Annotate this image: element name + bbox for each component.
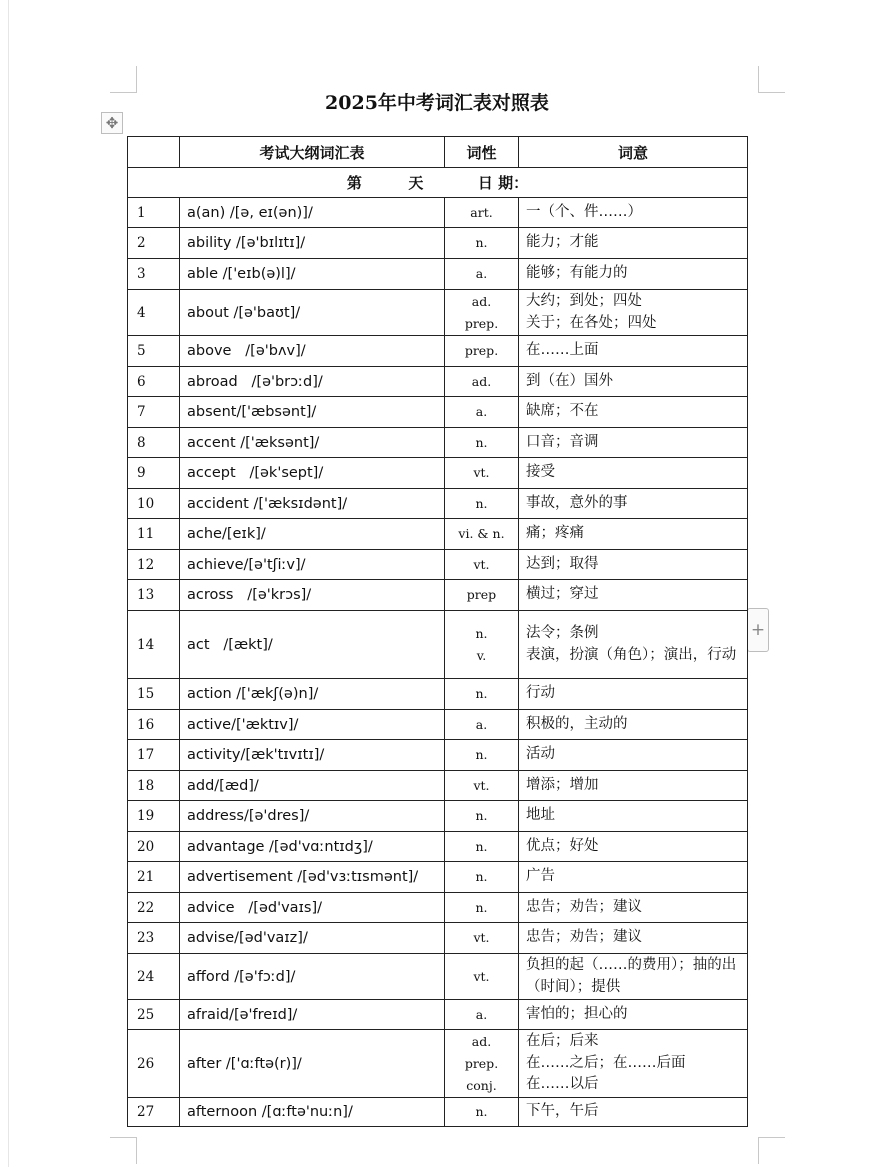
row-meaning (519, 1098, 748, 1127)
pos-line: n. (475, 1104, 488, 1119)
row-word: activity/[æk'tɪvɪtɪ]/ (180, 740, 445, 771)
table-move-handle[interactable] (101, 112, 123, 134)
row-number: 12 (128, 550, 180, 580)
plus-icon: + (750, 620, 766, 640)
row-word: absent/['æbsənt]/ (180, 397, 445, 428)
add-column-handle[interactable] (747, 608, 769, 652)
page-corner-mark-bottom-left (110, 1137, 137, 1164)
row-word: ability /[ə'bɪlɪtɪ]/ (180, 228, 445, 259)
meaning-line: 口音；音调 (526, 433, 599, 450)
pos-line: n. (475, 808, 488, 823)
pos-line: n. (475, 838, 488, 854)
row-number: 2 (128, 228, 180, 259)
row-meaning (519, 336, 748, 367)
row-meaning (519, 710, 748, 740)
meaning-line: 忠告；劝告；建议 (526, 929, 642, 946)
pos-line: prep. (464, 343, 499, 358)
pos-line: vt. (473, 777, 490, 793)
row-part-of-speech (445, 862, 519, 893)
meaning-line: 到（在）国外 (526, 372, 613, 389)
meaning-line: 横过；穿过 (526, 586, 599, 603)
meaning-line: 地址 (526, 807, 555, 824)
pos-line: a. (475, 404, 488, 419)
row-meaning (519, 862, 748, 893)
day-date-row (128, 168, 748, 198)
row-word: active/['æktɪv]/ (180, 710, 445, 740)
pos-line: n. (475, 434, 488, 450)
row-number: 27 (128, 1098, 180, 1127)
row-number: 21 (128, 862, 180, 893)
row-part-of-speech (445, 832, 519, 862)
row-word: address/[ə'dres]/ (180, 801, 445, 832)
row-part-of-speech (445, 458, 519, 489)
row-word: afternoon /[ɑːftə'nuːn]/ (180, 1098, 445, 1127)
row-meaning (519, 679, 748, 710)
meaning-line: 表演，扮演（角色）；演出，行动 (526, 646, 737, 663)
meaning-line: 接受 (526, 464, 555, 481)
meaning-line: 优点；好处 (526, 837, 599, 854)
row-word: action /['ækʃ(ə)n]/ (180, 679, 445, 710)
pos-line: vt. (473, 556, 490, 572)
table-row (128, 428, 748, 458)
row-number: 25 (128, 1000, 180, 1030)
meaning-line: 增添；增加 (526, 776, 599, 793)
row-word: ache/[eɪk]/ (180, 519, 445, 550)
row-number: 20 (128, 832, 180, 862)
row-number: 11 (128, 519, 180, 550)
row-number: 18 (128, 771, 180, 801)
row-meaning (519, 1000, 748, 1030)
row-part-of-speech (445, 611, 519, 679)
page-corner-mark-bottom-right (758, 1137, 785, 1164)
row-meaning (519, 397, 748, 428)
pos-line: a. (475, 1006, 488, 1022)
row-part-of-speech (445, 1000, 519, 1030)
table-row (128, 259, 748, 290)
row-part-of-speech (445, 290, 519, 336)
row-word: add/[æd]/ (180, 771, 445, 801)
row-number: 13 (128, 580, 180, 611)
day-label: 第 (346, 174, 362, 192)
table-row (128, 611, 748, 679)
row-number: 16 (128, 710, 180, 740)
meaning-line: 痛；疼痛 (526, 525, 584, 542)
pos-line: ad. (471, 293, 492, 309)
pos-line: art. (470, 204, 493, 220)
row-part-of-speech (445, 367, 519, 397)
pos-line: v. (476, 647, 487, 663)
table-row (128, 336, 748, 367)
row-word: advantage /[əd'vɑːntɪdʒ]/ (180, 832, 445, 862)
meaning-line: 广告 (526, 868, 555, 885)
row-number: 23 (128, 923, 180, 954)
row-meaning (519, 259, 748, 290)
row-meaning (519, 228, 748, 259)
row-meaning (519, 367, 748, 397)
row-number: 7 (128, 397, 180, 428)
row-word: a(an) /[ə, eɪ(ən)]/ (180, 198, 445, 228)
table-row (128, 580, 748, 611)
row-word: about /[ə'baʊt]/ (180, 290, 445, 336)
row-word: advertisement /[əd'vɜːtɪsmənt]/ (180, 862, 445, 893)
table-row (128, 1098, 748, 1127)
pos-line: n. (475, 235, 488, 250)
day-suffix: 天 (408, 174, 424, 192)
meaning-line: 活动 (526, 746, 555, 763)
header-pos: 词性 (445, 137, 519, 168)
row-meaning (519, 550, 748, 580)
row-word: accept /[ək'sept]/ (180, 458, 445, 489)
row-number: 26 (128, 1030, 180, 1098)
row-word: afraid/[ə'freɪd]/ (180, 1000, 445, 1030)
row-part-of-speech (445, 954, 519, 1000)
row-part-of-speech (445, 550, 519, 580)
meaning-line: 在……以后 (526, 1076, 599, 1093)
meaning-line: 忠告；劝告；建议 (526, 898, 642, 915)
row-number: 8 (128, 428, 180, 458)
table-header-row (128, 137, 748, 168)
row-word: advice /[əd'vaɪs]/ (180, 893, 445, 923)
pos-line: conj. (466, 1077, 497, 1093)
move-arrows-icon: ✥ (105, 114, 119, 132)
row-part-of-speech (445, 893, 519, 923)
vocabulary-table-body (128, 168, 748, 1127)
table-row (128, 923, 748, 954)
row-part-of-speech (445, 1030, 519, 1098)
meaning-line: 积极的，主动的 (526, 715, 628, 732)
row-number: 4 (128, 290, 180, 336)
table-row (128, 832, 748, 862)
row-part-of-speech (445, 198, 519, 228)
table-row (128, 801, 748, 832)
row-number: 1 (128, 198, 180, 228)
row-meaning (519, 290, 748, 336)
meaning-line: 下午，午后 (526, 1103, 599, 1120)
pos-line: prep. (464, 1055, 499, 1071)
meaning-line: 害怕的；担心的 (526, 1005, 628, 1022)
row-word: abroad /[ə'brɔːd]/ (180, 367, 445, 397)
row-meaning (519, 832, 748, 862)
meaning-line: 大约；到处；四处 (526, 293, 642, 309)
pos-line: vt. (473, 968, 490, 984)
row-part-of-speech (445, 710, 519, 740)
table-row (128, 458, 748, 489)
table-row (128, 228, 748, 259)
row-part-of-speech (445, 679, 519, 710)
row-part-of-speech (445, 428, 519, 458)
row-number: 14 (128, 611, 180, 679)
row-word: accident /['æksɪdənt]/ (180, 489, 445, 519)
table-row (128, 550, 748, 580)
date-label: 日 期： (477, 174, 529, 192)
row-meaning (519, 428, 748, 458)
meaning-line: 在后；后来 (526, 1033, 599, 1050)
row-part-of-speech (445, 801, 519, 832)
row-word: act /[ækt]/ (180, 611, 445, 679)
row-part-of-speech (445, 259, 519, 290)
row-word: able /['eɪb(ə)l]/ (180, 259, 445, 290)
row-meaning (519, 611, 748, 679)
row-part-of-speech (445, 740, 519, 771)
row-number: 6 (128, 367, 180, 397)
pos-line: n. (475, 495, 488, 511)
row-part-of-speech (445, 580, 519, 611)
pos-line: a. (475, 266, 488, 281)
table-row (128, 740, 748, 771)
row-number: 22 (128, 893, 180, 923)
table-row (128, 710, 748, 740)
row-meaning (519, 580, 748, 611)
pos-line: vi. & n. (458, 526, 505, 541)
pos-line: n. (475, 747, 488, 762)
row-number: 9 (128, 458, 180, 489)
row-number: 5 (128, 336, 180, 367)
row-meaning (519, 893, 748, 923)
vocabulary-table (127, 136, 748, 1127)
row-meaning (519, 954, 748, 1000)
pos-line: vt. (473, 465, 490, 480)
pos-line: ad. (471, 373, 492, 389)
table-row (128, 290, 748, 336)
row-part-of-speech (445, 336, 519, 367)
row-part-of-speech (445, 1098, 519, 1127)
pos-line: ad. (471, 1033, 492, 1049)
row-number: 3 (128, 259, 180, 290)
row-part-of-speech (445, 228, 519, 259)
row-word: advise/[əd'vaɪz]/ (180, 923, 445, 954)
meaning-line: 负担的起（……的费用）；抽的出（时间）；提供 (526, 957, 737, 995)
pos-line: a. (475, 716, 488, 732)
table-row (128, 1000, 748, 1030)
row-number: 10 (128, 489, 180, 519)
meaning-line: 能力；才能 (526, 234, 599, 251)
row-part-of-speech (445, 519, 519, 550)
row-part-of-speech (445, 397, 519, 428)
row-word: above /[ə'bʌv]/ (180, 336, 445, 367)
pos-line: n. (475, 686, 488, 701)
document-title: 2025年中考词汇表对照表 (325, 92, 549, 114)
pos-line: vt. (473, 930, 490, 945)
meaning-line: 行动 (526, 685, 555, 702)
row-word: afford /[ə'fɔːd]/ (180, 954, 445, 1000)
row-meaning (519, 771, 748, 801)
row-meaning (519, 489, 748, 519)
pos-line: prep (466, 587, 497, 602)
table-row (128, 397, 748, 428)
table-row (128, 519, 748, 550)
header-word: 考试大纲词汇表 (180, 137, 445, 168)
pos-line: n. (475, 869, 488, 884)
meaning-line: 关于；在各处；四处 (526, 314, 657, 331)
meaning-line: 能够；有能力的 (526, 265, 628, 282)
pos-line: prep. (464, 315, 499, 331)
meaning-line: 缺席；不在 (526, 403, 599, 420)
header-meaning: 词意 (519, 137, 748, 168)
row-meaning (519, 519, 748, 550)
page-corner-mark-top-right (758, 66, 785, 93)
pos-line: n. (475, 899, 488, 915)
row-number: 24 (128, 954, 180, 1000)
row-word: accent /['æksənt]/ (180, 428, 445, 458)
row-word: achieve/[ə'tʃiːv]/ (180, 550, 445, 580)
row-meaning (519, 198, 748, 228)
meaning-line: 一（个、件……） (526, 203, 642, 220)
table-row (128, 489, 748, 519)
meaning-line: 事故，意外的事 (526, 494, 628, 511)
table-row (128, 954, 748, 1000)
row-word: after /['ɑːftə(r)]/ (180, 1030, 445, 1098)
row-meaning (519, 740, 748, 771)
row-number: 17 (128, 740, 180, 771)
row-meaning (519, 923, 748, 954)
row-meaning (519, 801, 748, 832)
row-part-of-speech (445, 771, 519, 801)
table-row (128, 1030, 748, 1098)
table-row (128, 367, 748, 397)
row-meaning (519, 1030, 748, 1098)
table-row (128, 679, 748, 710)
row-number: 19 (128, 801, 180, 832)
table-row (128, 862, 748, 893)
meaning-line: 达到；取得 (526, 555, 599, 572)
pos-line: n. (475, 625, 488, 641)
row-meaning (519, 458, 748, 489)
table-row (128, 771, 748, 801)
meaning-line: 在……上面 (526, 342, 599, 359)
table-row (128, 893, 748, 923)
row-number: 15 (128, 679, 180, 710)
row-word: across /[ə'krɔs]/ (180, 580, 445, 611)
meaning-line: 法令；条例 (526, 625, 599, 641)
table-row (128, 198, 748, 228)
row-part-of-speech (445, 923, 519, 954)
row-part-of-speech (445, 489, 519, 519)
meaning-line: 在……之后；在……后面 (526, 1054, 686, 1071)
page-edge (8, 0, 9, 1167)
header-number (128, 137, 180, 168)
